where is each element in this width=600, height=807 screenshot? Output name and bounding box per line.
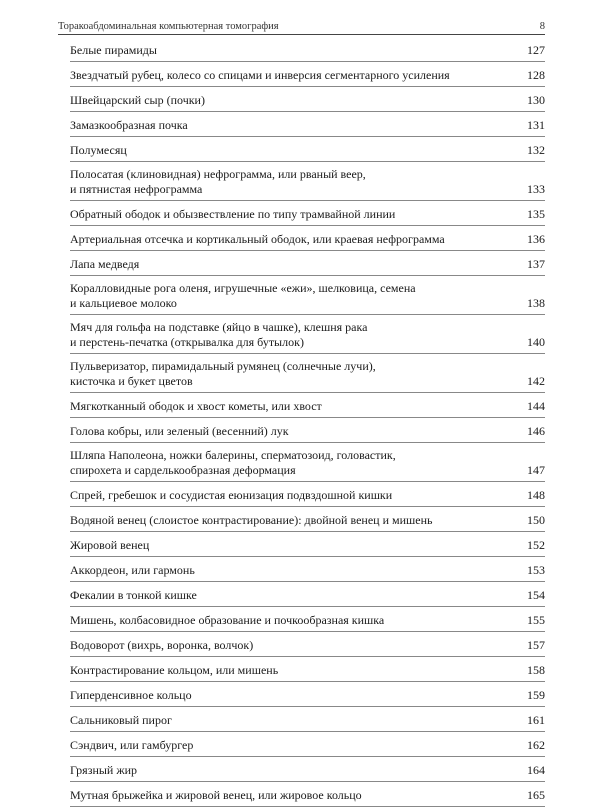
toc-entry[interactable] <box>70 607 545 632</box>
toc-entry-title <box>70 713 511 728</box>
toc-entry[interactable] <box>70 682 545 707</box>
toc-entry-title-line: Гиперденсивное кольцо <box>70 688 192 702</box>
toc-entry-title <box>70 663 511 678</box>
toc-entry-title <box>70 638 511 653</box>
toc-entry-title <box>70 488 511 503</box>
toc-entry[interactable] <box>70 162 545 201</box>
toc-entry-page: 157 <box>527 638 545 652</box>
toc-entry-title <box>70 167 511 197</box>
toc-entry-title-line: Артериальная отсечка и кортикальный ободок, или краевая нефрограмма <box>70 232 445 246</box>
toc-entry-title-line: и перстень-печатка (открывалка для бутылок) <box>70 335 304 349</box>
toc-entry[interactable] <box>70 582 545 607</box>
toc-entry-title <box>70 738 511 753</box>
toc-entry-title-line: Мягкотканный ободок и хвост кометы, или хвост <box>70 399 322 413</box>
toc-entry-page: 154 <box>527 588 545 602</box>
toc-entry[interactable] <box>70 393 545 418</box>
toc-entry-title-line: спирохета и сарделькообразная деформация <box>70 463 296 477</box>
toc-entry-page: 131 <box>527 118 545 132</box>
toc-entry[interactable] <box>70 443 545 482</box>
toc-entry-title <box>70 688 511 703</box>
toc-entry-title-line: Полумесяц <box>70 143 127 157</box>
toc-entry-title <box>70 43 511 58</box>
toc-entry-page: 137 <box>527 257 545 271</box>
toc-entry[interactable] <box>70 418 545 443</box>
toc-entry-title <box>70 399 511 414</box>
toc-entry-page: 155 <box>527 613 545 627</box>
toc-entry-title-line: Водоворот (вихрь, воронка, волчок) <box>70 638 254 652</box>
toc-entry-page: 132 <box>527 143 545 157</box>
toc-entry[interactable] <box>70 276 545 315</box>
toc-entry-page: 165 <box>527 788 545 802</box>
toc-entry-title <box>70 359 511 389</box>
toc-entry[interactable] <box>70 62 545 87</box>
toc-entry-title <box>70 588 511 603</box>
toc-entry-title-line: Мишень, колбасовидное образование и почкообразная кишка <box>70 613 385 627</box>
toc-entry-page: 152 <box>527 538 545 552</box>
toc-entry[interactable] <box>70 226 545 251</box>
toc-entry-title <box>70 93 511 108</box>
toc-entry-title-line: Мутная брыжейка и жировой венец, или жировое кольцо <box>70 788 362 802</box>
toc-entry-title-line: Шляпа Наполеона, ножки балерины, сперматозоид, головастик, <box>70 448 396 462</box>
toc-entry-title-line: и пятнистая нефрограмма <box>70 182 203 196</box>
toc-entry-title <box>70 68 511 83</box>
toc-entry-title-line: Полосатая (клиновидная) нефрограмма, или рваный веер, <box>70 167 366 181</box>
toc-entry-page: 136 <box>527 232 545 246</box>
table-of-contents <box>70 37 545 807</box>
toc-entry-title-line: Фекалии в тонкой кишке <box>70 588 197 602</box>
toc-entry-title <box>70 538 511 553</box>
toc-entry-title <box>70 788 511 803</box>
toc-entry-title <box>70 563 511 578</box>
toc-entry-title-line: и кальциевое молоко <box>70 296 177 310</box>
toc-entry-title <box>70 513 511 528</box>
toc-entry-page: 164 <box>527 763 545 777</box>
toc-entry-page: 140 <box>527 335 545 349</box>
toc-entry-title <box>70 613 511 628</box>
toc-entry-page: 127 <box>527 43 545 57</box>
toc-entry-page: 135 <box>527 207 545 221</box>
toc-entry-title-line: кисточка и букет цветов <box>70 374 193 388</box>
toc-entry-title <box>70 118 511 133</box>
toc-entry[interactable] <box>70 507 545 532</box>
toc-entry[interactable] <box>70 757 545 782</box>
toc-entry-title <box>70 424 511 439</box>
toc-entry-title-line: Грязный жир <box>70 763 138 777</box>
running-header <box>58 14 545 32</box>
toc-entry-page: 159 <box>527 688 545 702</box>
toc-entry[interactable] <box>70 37 545 62</box>
toc-entry-title-line: Замазкообразная почка <box>70 118 188 132</box>
toc-entry[interactable] <box>70 251 545 276</box>
toc-entry-page: 161 <box>527 713 545 727</box>
toc-entry[interactable] <box>70 354 545 393</box>
toc-entry-title <box>70 143 511 158</box>
toc-entry-page: 153 <box>527 563 545 577</box>
toc-entry-title-line: Белые пирамиды <box>70 43 157 57</box>
toc-entry[interactable] <box>70 532 545 557</box>
toc-entry[interactable] <box>70 112 545 137</box>
toc-entry-page: 148 <box>527 488 545 502</box>
toc-entry[interactable] <box>70 87 545 112</box>
toc-entry-title-line: Жировой венец <box>70 538 150 552</box>
toc-entry-title <box>70 763 511 778</box>
toc-entry-page: 142 <box>527 374 545 388</box>
toc-entry[interactable] <box>70 201 545 226</box>
toc-entry-title <box>70 281 511 311</box>
toc-entry-title <box>70 448 511 478</box>
toc-entry[interactable] <box>70 632 545 657</box>
toc-entry-title-line: Спрей, гребешок и сосудистая еюнизация подвздошной кишки <box>70 488 393 502</box>
toc-entry-title-line: Звездчатый рубец, колесо со спицами и инверсия сегментарного усиления <box>70 68 450 82</box>
toc-entry-title-line: Аккордеон, или гармонь <box>70 563 195 577</box>
toc-entry-title-line: Водяной венец (слоистое контрастирование): двойной венец и мишень <box>70 513 433 527</box>
toc-entry-page: 146 <box>527 424 545 438</box>
toc-entry[interactable] <box>70 557 545 582</box>
page-number: 8 <box>539 21 545 32</box>
toc-entry-title <box>70 207 511 222</box>
book-title: Торакоабдоминальная компьютерная томография <box>58 21 279 32</box>
toc-entry-title-line: Сальниковый пирог <box>70 713 172 727</box>
toc-entry-title-line: Мяч для гольфа на подставке (яйцо в чашке), клешня рака <box>70 320 368 334</box>
header-divider <box>58 34 545 35</box>
toc-entry-page: 150 <box>527 513 545 527</box>
toc-entry[interactable] <box>70 782 545 807</box>
toc-entry-title <box>70 232 511 247</box>
toc-entry-page: 147 <box>527 463 545 477</box>
toc-entry-title-line: Лапа медведя <box>70 257 140 271</box>
toc-entry[interactable] <box>70 315 545 354</box>
toc-entry-title-line: Обратный ободок и обызвествление по типу трамвайной линии <box>70 207 396 221</box>
toc-entry-title-line: Пульверизатор, пирамидальный румянец (солнечные лучи), <box>70 359 376 373</box>
toc-entry-title-line: Коралловидные рога оленя, игрушечные «ежи», шелковица, семена <box>70 281 416 295</box>
toc-entry-page: 128 <box>527 68 545 82</box>
toc-entry-page: 144 <box>527 399 545 413</box>
toc-entry[interactable] <box>70 657 545 682</box>
toc-entry[interactable] <box>70 137 545 162</box>
toc-entry-title-line: Контрастирование кольцом, или мишень <box>70 663 279 677</box>
toc-entry[interactable] <box>70 732 545 757</box>
toc-entry[interactable] <box>70 707 545 732</box>
toc-entry-page: 158 <box>527 663 545 677</box>
toc-entry-page: 133 <box>527 182 545 196</box>
toc-entry-page: 130 <box>527 93 545 107</box>
toc-entry-title-line: Сэндвич, или гамбургер <box>70 738 194 752</box>
toc-entry-title <box>70 257 511 272</box>
toc-entry-title-line: Швейцарский сыр (почки) <box>70 93 205 107</box>
toc-entry-title <box>70 320 511 350</box>
toc-entry[interactable] <box>70 482 545 507</box>
toc-entry-page: 138 <box>527 296 545 310</box>
toc-entry-title-line: Голова кобры, или зеленый (весенний) лук <box>70 424 289 438</box>
toc-entry-page: 162 <box>527 738 545 752</box>
